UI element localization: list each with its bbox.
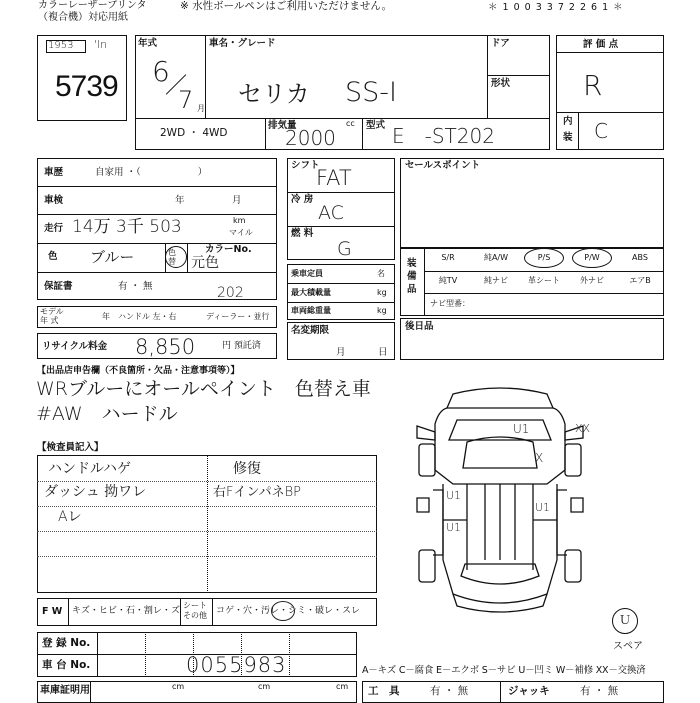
grade-hw: SS-Ⅰ xyxy=(345,77,397,108)
ac-hw: AC xyxy=(318,202,344,224)
interior-label-1: 内 xyxy=(563,116,573,127)
remarks-hw-2: #AW ハードル xyxy=(36,403,178,425)
fuel-label: 燃 料 xyxy=(291,228,314,239)
inspector-note-3: Aレ xyxy=(58,509,82,525)
namechange-label: 名変期限 xyxy=(291,325,330,336)
garage-cert-label: 車庫証明用 xyxy=(40,685,90,696)
spare-mark: Ｕ xyxy=(619,613,632,627)
inspection-year: 年 xyxy=(175,195,185,206)
history-label: 車歴 xyxy=(44,167,64,178)
drive-options: 2WD ・ 4WD xyxy=(160,127,228,139)
model-year-unit: 年 xyxy=(102,312,110,321)
remarks-label: 【出品店申告欄（不良箇所・欠品・注意事項等）】 xyxy=(37,366,240,376)
lot-suffix: 'ln xyxy=(94,38,108,51)
car-diagram xyxy=(405,380,600,630)
diagram-mark-1: U1 xyxy=(513,422,530,436)
model-year-label: モデル 年 式 xyxy=(40,307,64,325)
jack-label: ジャッキ xyxy=(508,685,550,697)
warranty-label: 保証書 xyxy=(44,281,73,292)
chassis-label: 車 台 No. xyxy=(42,659,91,671)
equipment-item: P/W xyxy=(584,253,600,262)
inspector-label: 【検査員記入】 xyxy=(37,442,104,453)
inspector-note-4: 修復 xyxy=(233,461,261,477)
shift-label: シフト xyxy=(291,160,320,171)
remarks-hw-1: WRブルーにオールペイント 色替え車 xyxy=(36,378,371,400)
equipment-label: 装 備 品 xyxy=(407,258,417,295)
equipment-item: エアB xyxy=(629,276,651,285)
max-load-label: 最大積載量 xyxy=(291,288,331,297)
name-label: 車名・グレード xyxy=(209,38,276,49)
fw-items: キズ・ヒビ・石・割レ・ズ xyxy=(72,606,180,616)
diagram-mark-6: U1 xyxy=(535,501,551,514)
lot-number: 5739 xyxy=(55,70,118,103)
diagram-mark-3: X xyxy=(535,451,544,465)
ac-label: 冷 房 xyxy=(291,194,314,205)
rear-items-label: 後日品 xyxy=(405,321,434,332)
mileage-hw: 14万 3千 503 xyxy=(72,217,182,237)
month-unit: 月 xyxy=(197,104,205,113)
equipment-circle xyxy=(572,248,612,268)
disp-hw: 2000 xyxy=(285,126,336,150)
diagram-mark-4: U1 xyxy=(446,489,462,502)
recycle-unit: 円 預託済 xyxy=(222,341,261,351)
shape-label: 形状 xyxy=(491,78,511,89)
recycle-label: リサイクル料金 xyxy=(42,341,108,352)
equipment-item: S/R xyxy=(441,253,455,262)
dealer-options: ディーラー・並行 xyxy=(206,312,270,321)
interior-label-2: 装 xyxy=(563,132,573,143)
mileage-unit-km: km xyxy=(233,216,246,225)
colorno-hw: 202 xyxy=(217,285,244,301)
spare-label: スペア xyxy=(613,641,643,652)
color-hw: ブルー xyxy=(90,248,135,266)
header-notice: ※ 水性ボールペンはご利用いただけません。 xyxy=(180,0,393,12)
diagram-mark-5: U1 xyxy=(446,521,462,534)
score-label: 評 価 点 xyxy=(583,39,619,50)
warranty-options: 有 ・ 無 xyxy=(118,281,153,292)
colorno-orig: 元色 xyxy=(191,255,219,271)
equipment-item: ABS xyxy=(632,253,648,262)
jack-options: 有 ・ 無 xyxy=(580,685,619,697)
month-hw: 7 xyxy=(178,86,194,114)
header-serial: ＊ 1 0 0 3 3 7 2 2 6 1 ＊ xyxy=(488,2,624,13)
color-label: 色 xyxy=(48,251,58,262)
rear-items-box xyxy=(400,318,664,360)
equipment-item: 革シート xyxy=(528,276,560,285)
recycle-hw: 8,850 xyxy=(135,335,196,359)
disp-label: 排気量 xyxy=(268,120,297,131)
header-printer: カラーレーザープリンタ xyxy=(38,0,147,11)
equipment-item: 純A/W xyxy=(483,253,509,262)
mileage-unit-mile: マイル xyxy=(229,228,253,237)
seats-label: 乗車定員 xyxy=(291,269,323,278)
equipment-item: 純TV xyxy=(438,276,458,285)
damage-legend: A－キズ C－腐食 E－エクボ S－サビ U－凹ミ W－補修 XX－交換済 xyxy=(362,665,646,676)
navi-label: ナビ型番： xyxy=(430,299,470,308)
salespoint-label: セールスポイント xyxy=(405,160,481,171)
tools-options: 有 ・ 無 xyxy=(430,685,469,697)
cert-unit-2: cm xyxy=(258,682,271,691)
cert-unit-1: cm xyxy=(172,682,185,691)
equipment-item: 外ナビ xyxy=(580,276,604,285)
equipment-item: P/S xyxy=(537,253,551,262)
inspector-note-5: 右FインパネBP xyxy=(213,485,301,500)
cert-unit-3: cm xyxy=(336,682,349,691)
max-load-unit: kg xyxy=(377,288,387,297)
disp-unit: cc xyxy=(346,119,355,128)
seats-unit: 名 xyxy=(377,269,385,278)
header-paper: （複合機）対応用紙 xyxy=(38,12,128,23)
gross-label: 車両総重量 xyxy=(291,306,331,315)
year-hw: 6 xyxy=(152,55,170,88)
inspector-note-1: ハンドルハゲ xyxy=(48,461,132,477)
tools-label: 工 具 xyxy=(368,685,400,697)
equipment-circle xyxy=(524,248,564,268)
inspection-label: 車検 xyxy=(44,195,64,206)
mileage-label: 走行 xyxy=(44,223,64,234)
history-text: 自家用 ・（ ） xyxy=(95,167,208,178)
seat-items: コゲ・穴・汚レ・シミ・破レ・スレ xyxy=(216,606,361,616)
color-change: 色替 xyxy=(168,248,176,266)
score-value: R xyxy=(583,69,603,102)
registration-label: 登 録 No. xyxy=(42,637,91,649)
lot-year: 1953 xyxy=(48,40,74,51)
name-hw: セリカ xyxy=(238,80,310,108)
fw-label: F W xyxy=(42,606,63,617)
inspection-month: 月 xyxy=(232,195,242,206)
model-hw: E -ST202 xyxy=(392,124,495,148)
inspector-note-2: ダッシュ 拗ワレ xyxy=(44,484,147,500)
equipment-item: 純ナビ xyxy=(484,276,508,285)
colorno-label: カラーNo. xyxy=(205,244,252,255)
handle-options: ハンドル 左・右 xyxy=(118,312,177,321)
chassis-hw: 0055983 xyxy=(186,653,287,677)
salespoint-box xyxy=(400,158,664,248)
namechange-month: 月 xyxy=(336,347,346,358)
shift-hw: FAT xyxy=(316,166,352,190)
model-label: 型式 xyxy=(366,120,386,131)
interior-value: C xyxy=(594,119,608,143)
gross-unit: kg xyxy=(377,306,387,315)
namechange-day: 日 xyxy=(378,347,388,358)
door-label: ドア xyxy=(491,38,510,49)
year-label: 年式 xyxy=(138,38,158,49)
fuel-hw: G xyxy=(337,238,352,260)
diagram-mark-2: XX xyxy=(575,422,591,435)
seat-label: シート その他 xyxy=(183,601,207,620)
